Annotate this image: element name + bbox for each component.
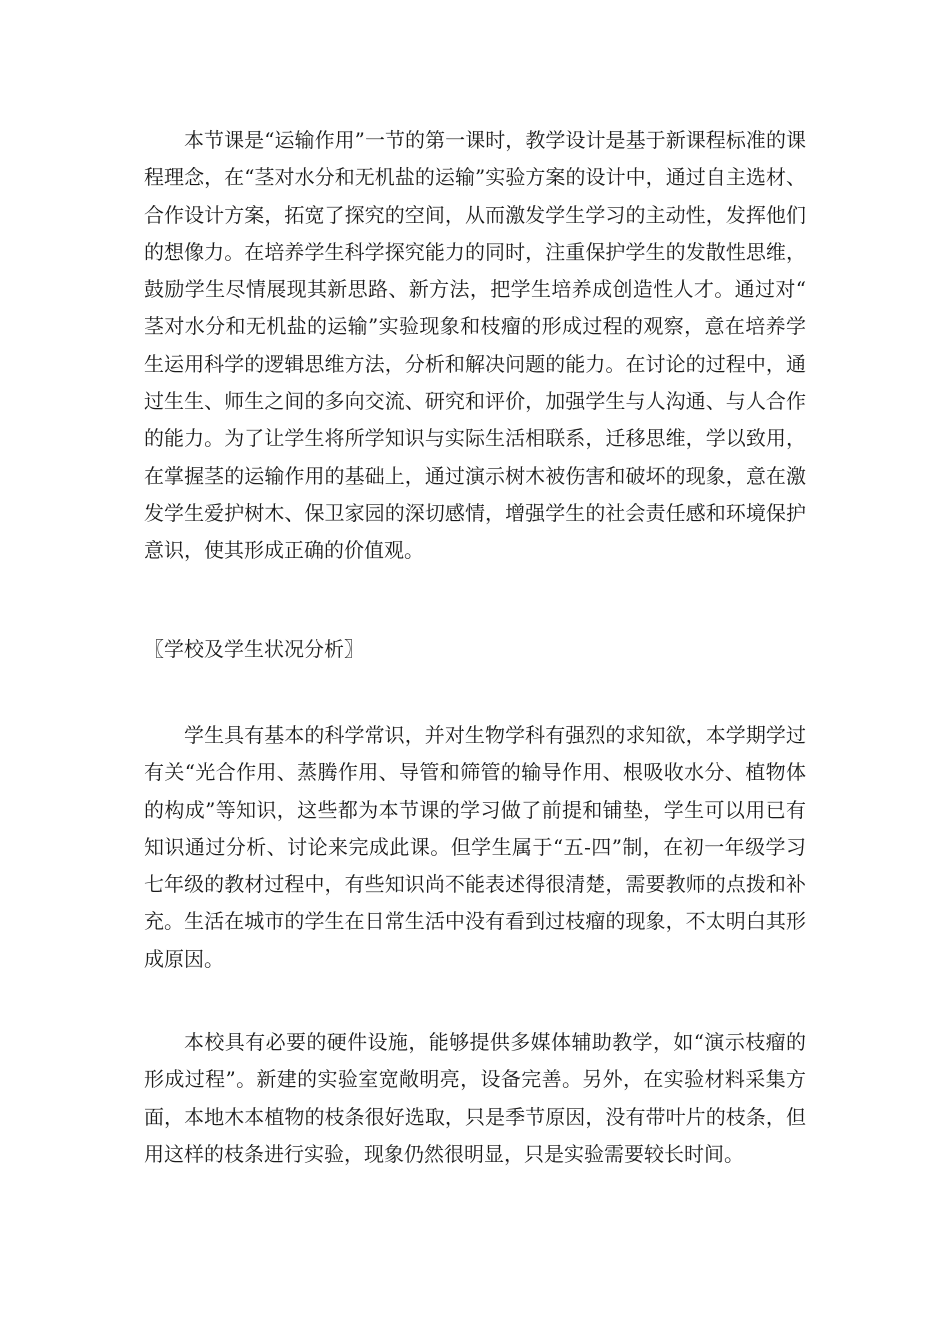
paragraph-student-analysis: 学生具有基本的科学常识，并对生物学科有强烈的求知欲，本学期学过有关“光合作用、蒸腾作用、导管和筛管的输导作用、根吸收水分、植物体的构成”等知识，这些都为本节课的学习做了前提和铺垫，学生可以用已有知识通过分析、讨论来完成此课。但学生属于“五-四”制，在初一年级学习七年级的教材过程中，有些知识尚不能表述得很清楚，需要教师的点拨和补充。生活在城市的学生在日常生活中没有看到过枝瘤的现象，不太明白其形成原因。 [144, 723, 806, 971]
paragraph-school-analysis: 本校具有必要的硬件设施，能够提供多媒体辅助教学，如“演示枝瘤的形成过程”。新建的实验室宽敞明亮，设备完善。另外，在实验材料采集方面，本地木本植物的枝条很好选取，只是季节原因，没有带叶片的枝条，但用这样的枝条进行实验，现象仍然很明显，只是实验需要较长时间。 [144, 1030, 806, 1166]
section-heading: 〖学校及学生状况分析〗 [144, 637, 364, 661]
paragraph-course-design: 本节课是“运输作用”一节的第一课时，教学设计是基于新课程标准的课程理念，在“茎对水分和无机盐的运输”实验方案的设计中，通过自主选材、合作设计方案，拓宽了探究的空间，从而激发学生学习的主动性，发挥他们的想像力。在培养学生科学探究能力的同时，注重保护学生的发散性思维，鼓励学生尽情展现其新思路、新方法，把学生培养成创造性人才。通过对“茎对水分和无机盐的运输”实验现象和枝瘤的形成过程的观察，意在培养学生运用科学的逻辑思维方法，分析和解决问题的能力。在讨论的过程中，通过生生、师生之间的多向交流、研究和评价，加强学生与人沟通、与人合作的能力。为了让学生将所学知识与实际生活相联系，迁移思维，学以致用，在掌握茎的运输作用的基础上，通过演示树木被伤害和破坏的现象，意在激发学生爱护树木、保卫家园的深切感情，增强学生的社会责任感和环境保护意识，使其形成正确的价值观。 [144, 128, 806, 563]
